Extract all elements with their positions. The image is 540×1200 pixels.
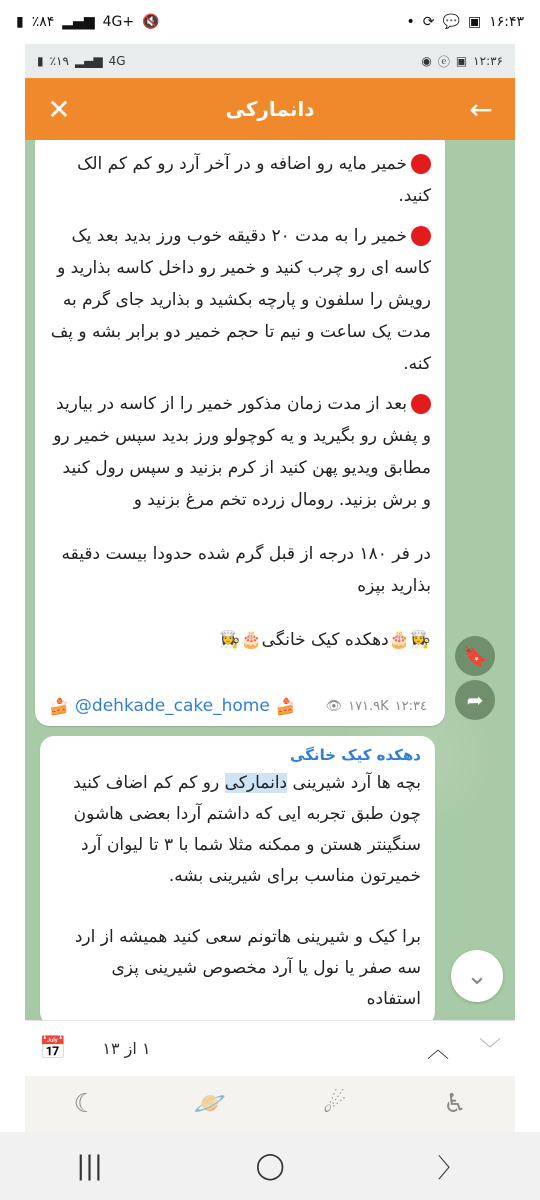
message-paragraph: در فر ۱۸۰ درجه از قبل گرم شده حدودا بیست دقیقه بذارید بپزه (61, 544, 431, 596)
message-text: بچه ها آرد شیرینی دانمارکی رو کم کم اضاف کنید چون طبق تجربه ایی که داشتم آردا بعضی هاشون سنگینتر هستن و ممکنه مثلا شما با ۳ تا لیوان آرد خمیرتون مناسب برای شیرینی بشه. (73, 773, 421, 886)
message-sender[interactable]: دهکده کیک خانگی (290, 746, 421, 764)
back-button[interactable]: 〉 (437, 1153, 464, 1184)
cake-icon: 🍰 (49, 696, 69, 716)
app-bar (25, 78, 515, 140)
search-result-count: ۱ از ۱۳ (102, 1039, 151, 1058)
message-text: برا کیک و شیرینی هاتونم سعی کنید همیشه از ارد سه صفر یا نول یا آرد مخصوص شیرینی پزی استفاده (74, 927, 421, 1009)
scroll-down-button[interactable]: ⌄ (451, 950, 503, 1002)
chat-area[interactable] (25, 140, 515, 1020)
back-arrow-icon[interactable]: ← (469, 92, 493, 126)
edge-icon: ⓔ (437, 54, 450, 69)
channel-handle-row (49, 696, 296, 716)
status-bar (0, 0, 540, 44)
bookmark-icon[interactable]: 🔖 (455, 636, 495, 676)
share-icon[interactable]: ➦ (455, 680, 495, 720)
close-icon[interactable]: ✕ (47, 92, 71, 126)
red-circle-icon (411, 394, 431, 414)
calendar-search-icon[interactable]: 📅 (39, 1036, 67, 1061)
cake-icon: 🍰 (275, 696, 296, 716)
inner-app (25, 44, 515, 1034)
recents-button[interactable]: ||| (76, 1151, 103, 1181)
inner-battery-icon: ▮ (37, 54, 44, 68)
mute-icon: 🔇 (142, 14, 160, 30)
chat-title: دانمارکی (225, 97, 315, 121)
inner-clock: ۱۲:۳۶ (473, 54, 503, 68)
chevron-up-icon[interactable]: ︿ (426, 1038, 449, 1063)
view-count: ۱۷۱.۹K (348, 699, 389, 714)
chrome-icon: ◉ (421, 54, 432, 68)
message-bubble[interactable] (35, 140, 445, 726)
battery-level: ٪۸۴ (31, 14, 55, 30)
comet-icon[interactable]: ☄ (322, 1089, 347, 1119)
network-type: 4G+ (102, 14, 135, 30)
message-meta (326, 699, 427, 714)
inner-network: 4G (108, 54, 126, 68)
signal-icon: ▂▄▆ (62, 14, 95, 30)
message-paragraph: خمیر مایه رو اضافه و در آخر آرد رو کم کم الک کنید. (77, 154, 431, 206)
clock: ۱۶:۴۳ (489, 14, 524, 30)
red-circle-icon (411, 154, 431, 174)
inner-image-icon: ▣ (455, 54, 468, 68)
planet-icon[interactable]: 🪐 (193, 1089, 227, 1119)
tools-bar (25, 1076, 515, 1132)
status-right (407, 14, 524, 30)
red-circle-icon (411, 226, 431, 246)
inner-battery-level: ٪۱۹ (49, 54, 69, 68)
message-paragraph: خمیر را به مدت ۲۰ دقیقه خوب ورز بدید بعد یک کاسه ای رو چرب کنید و خمیر رو داخل کاسه بذارید و رویش را سلفون و پارچه بکشید و بذارید جای گرم به مدت یک ساعت و نیم تا حجم خمیر دو برابر بشه و پف کنه. (50, 226, 431, 374)
search-results-bar (25, 1020, 515, 1076)
chevron-down-icon[interactable]: ﹀ (478, 1038, 501, 1063)
views-icon: 👁 (325, 699, 343, 714)
channel-handle-link[interactable]: @dehkade_cake_home (74, 696, 270, 716)
accessibility-icon[interactable]: ♿ (443, 1089, 467, 1119)
message-paragraph: بعد از مدت زمان مذکور خمیر را از کاسه در بیارید و پفش رو بگیرید و یه کوچولو ورز بدید سپس خمیر رو مطابق ویدیو پهن کنید از کرم بزنید و سپس رول کنید و برش بزنید. رومال زرده تخم مرغ بزنید و (53, 394, 431, 510)
home-button[interactable]: ◯ (255, 1151, 285, 1181)
message-icon: 💬 (442, 14, 460, 30)
message-time: ۱۲:۳٤ (394, 699, 427, 714)
search-highlight: دانمارکی (224, 773, 288, 793)
channel-signature: 👩‍🍳🎂دهکده کیک خانگی🎂👩‍🍳 (219, 630, 431, 650)
sync-icon: ⟳ (422, 14, 435, 30)
reply-message-bubble[interactable] (40, 736, 435, 1020)
image-icon: ▣ (467, 14, 482, 30)
notification-dot: • (406, 14, 415, 30)
moon-icon[interactable]: ☾ (73, 1089, 97, 1119)
inner-signal-icon: ▂▄▆ (74, 54, 103, 68)
inner-status-bar (25, 44, 515, 78)
system-nav-bar (0, 1132, 540, 1200)
battery-icon: ▮ (16, 14, 24, 30)
status-left (16, 14, 160, 30)
